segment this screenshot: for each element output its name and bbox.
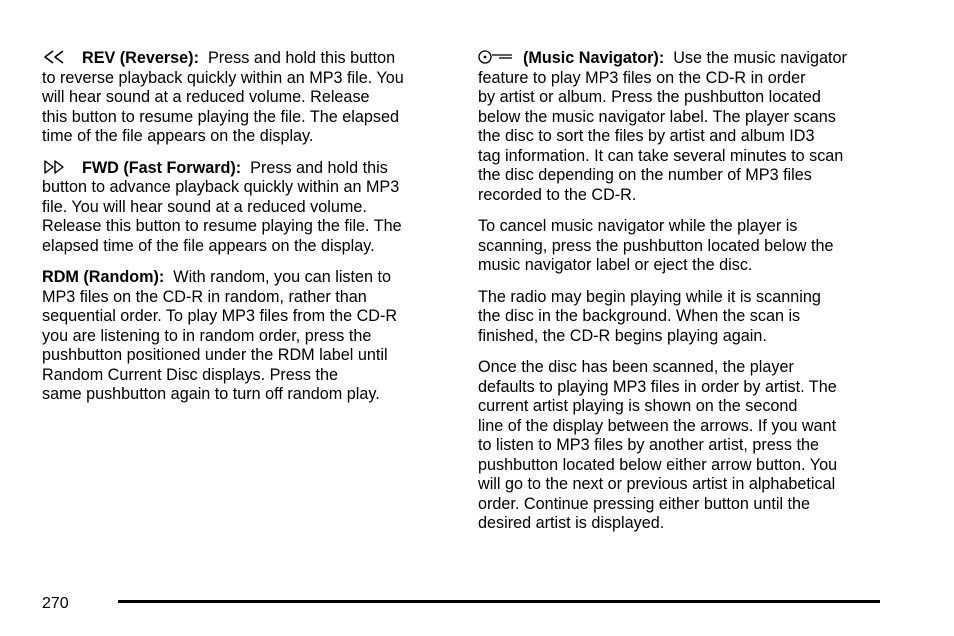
navigator-term: (Music Navigator): bbox=[523, 49, 665, 67]
rdm-paragraph bbox=[42, 268, 452, 405]
once-line-4: line of the display between the arrows. If you want bbox=[478, 416, 837, 435]
rev-term: REV (Reverse): bbox=[82, 49, 199, 67]
rev-line-1: REV (Reverse): Press and hold this button bbox=[42, 49, 452, 69]
navigator-paragraph bbox=[478, 49, 888, 205]
navigator-line-2: feature to play MP3 files on the CD-R in order bbox=[478, 68, 806, 87]
cancel-line-2: scanning, press the pushbutton located below the bbox=[478, 236, 834, 255]
once-line-9: desired artist is displayed. bbox=[478, 514, 665, 532]
once-line-7: will go to the next or previous artist in alphabetical bbox=[478, 475, 836, 493]
rev-line-4: this button to resume playing the file. The elapsed bbox=[42, 107, 399, 126]
navigator-line-7: the disc depending on the number of MP3 files bbox=[478, 166, 812, 184]
rewind-icon bbox=[42, 49, 66, 65]
once-paragraph bbox=[478, 358, 888, 534]
fwd-line-5: elapsed time of the file appears on the display. bbox=[42, 236, 375, 255]
footer-rule bbox=[118, 600, 880, 603]
rev-line-2: to reverse playback quickly within an MP3 file. You bbox=[42, 68, 404, 87]
fwd-line-3: file. You will hear sound at a reduced volume. bbox=[42, 197, 367, 216]
rdm-line-1: RDM (Random): With random, you can listen to bbox=[42, 268, 392, 286]
fwd-line-2: button to advance playback quickly within an MP3 bbox=[42, 178, 400, 196]
rdm-line-7: same pushbutton again to turn off random play. bbox=[42, 385, 380, 403]
radio-line-1: The radio may begin playing while it is scanning bbox=[478, 287, 821, 306]
once-line-6: pushbutton located below either arrow button. You bbox=[478, 455, 838, 474]
left-column bbox=[42, 49, 452, 417]
cancel-line-3: music navigator label or eject the disc. bbox=[478, 256, 753, 274]
page-number: 270 bbox=[42, 595, 69, 612]
navigator-line-6: tag information. It can take several minutes to scan bbox=[478, 146, 844, 165]
once-line-2: defaults to playing MP3 files in order by artist. The bbox=[478, 377, 837, 396]
cancel-line-1: To cancel music navigator while the player is bbox=[478, 217, 798, 235]
fwd-paragraph bbox=[42, 159, 452, 257]
navigator-line-8: recorded to the CD-R. bbox=[478, 185, 637, 204]
rdm-line-6: Random Current Disc displays. Press the bbox=[42, 365, 338, 384]
radio-line-2: the disc in the background. When the scan is bbox=[478, 307, 801, 325]
fwd-line-4: Release this button to resume playing the file. The bbox=[42, 217, 402, 235]
rdm-line-5: pushbutton positioned under the RDM label until bbox=[42, 346, 388, 364]
rev-paragraph bbox=[42, 49, 452, 147]
navigator-line-5: the disc to sort the files by artist and album ID3 bbox=[478, 127, 815, 145]
once-line-8: order. Continue pressing either button until the bbox=[478, 494, 811, 513]
rdm-line-4: you are listening to in random order, press the bbox=[42, 326, 372, 345]
once-line-1: Once the disc has been scanned, the player bbox=[478, 358, 794, 376]
rev-line-3: will hear sound at a reduced volume. Release bbox=[42, 88, 370, 106]
rev-line-5: time of the file appears on the display. bbox=[42, 127, 314, 145]
once-line-3: current artist playing is shown on the second bbox=[478, 397, 798, 415]
music-navigator-icon bbox=[478, 49, 514, 65]
rdm-line-3: sequential order. To play MP3 files from the CD-R bbox=[42, 307, 398, 325]
fwd-term: FWD (Fast Forward): bbox=[82, 158, 242, 177]
fast-forward-icon bbox=[42, 159, 66, 175]
once-line-5: to listen to MP3 files by another artist, press the bbox=[478, 436, 819, 454]
navigator-line-3: by artist or album. Press the pushbutton located bbox=[478, 88, 821, 106]
cancel-paragraph bbox=[478, 217, 888, 276]
rdm-term: RDM (Random): bbox=[42, 268, 165, 286]
radio-paragraph bbox=[478, 288, 888, 347]
rdm-line-2: MP3 files on the CD-R in random, rather than bbox=[42, 287, 367, 306]
radio-line-3: finished, the CD-R begins playing again. bbox=[478, 326, 767, 345]
navigator-line-1: (Music Navigator): Use the music navigator bbox=[478, 49, 888, 69]
right-column bbox=[478, 49, 888, 546]
navigator-line-4: below the music navigator label. The player scans bbox=[478, 107, 836, 126]
fwd-line-1: FWD (Fast Forward): Press and hold this bbox=[42, 159, 452, 179]
